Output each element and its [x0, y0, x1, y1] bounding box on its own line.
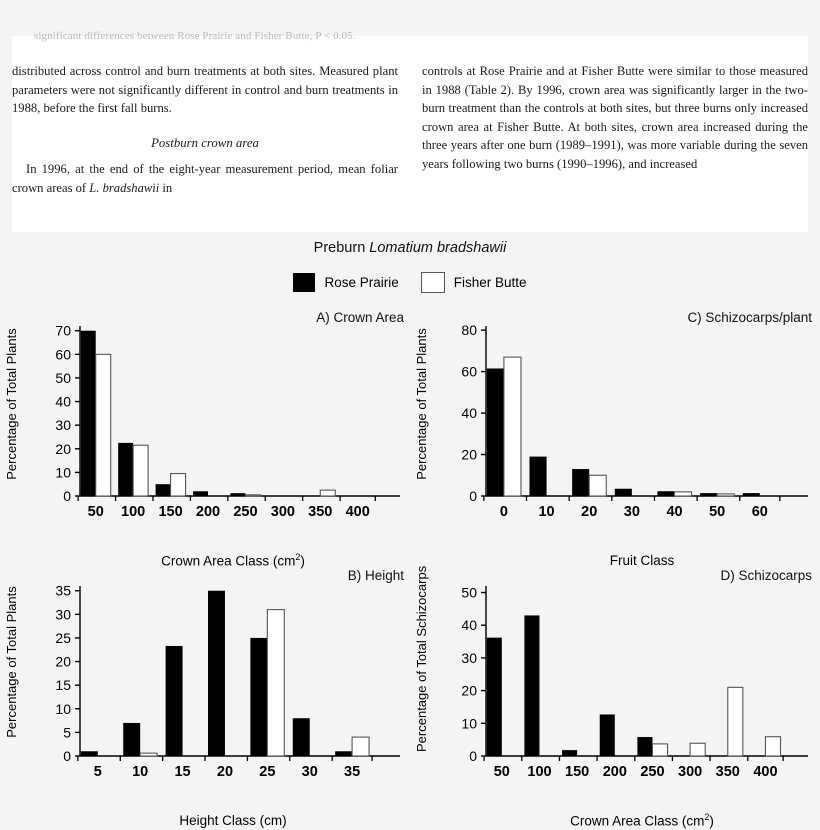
svg-text:350: 350 — [715, 764, 740, 780]
svg-text:50: 50 — [461, 584, 477, 601]
figure-title-plain: Preburn — [313, 240, 370, 256]
panel-c-ylabel: Percentage of Total Plants — [414, 328, 429, 480]
clipped-text-line: significant differences between Rose Prairie and Fisher Butte, P < 0.05. — [34, 30, 356, 42]
panel-d-schizocarps — [412, 566, 818, 828]
panel-a-plot — [2, 308, 410, 538]
svg-text:10: 10 — [55, 700, 71, 717]
svg-text:0: 0 — [469, 748, 477, 764]
svg-text:0: 0 — [499, 504, 508, 520]
legend-item-fisher-butte — [421, 272, 527, 293]
svg-text:80: 80 — [461, 322, 477, 339]
svg-text:60: 60 — [751, 504, 768, 520]
svg-text:40: 40 — [55, 393, 71, 410]
svg-text:0: 0 — [469, 488, 477, 504]
svg-text:25: 25 — [259, 764, 276, 780]
svg-text:100: 100 — [121, 504, 146, 520]
panel-c-plot — [412, 308, 818, 538]
svg-text:5: 5 — [63, 724, 71, 741]
svg-text:400: 400 — [753, 764, 778, 780]
svg-text:70: 70 — [55, 322, 71, 339]
svg-text:30: 30 — [461, 649, 477, 666]
svg-text:30: 30 — [301, 764, 318, 780]
svg-text:20: 20 — [216, 764, 234, 780]
svg-text:0: 0 — [63, 748, 71, 764]
svg-text:35: 35 — [55, 582, 71, 599]
svg-text:100: 100 — [527, 764, 552, 780]
svg-text:60: 60 — [461, 363, 477, 380]
legend-label-fisher-butte: Fisher Butte — [453, 275, 527, 290]
figure-panels — [0, 308, 820, 828]
svg-text:10: 10 — [55, 464, 71, 481]
svg-text:30: 30 — [55, 606, 71, 623]
svg-text:250: 250 — [233, 504, 258, 520]
svg-text:40: 40 — [461, 617, 477, 634]
svg-text:60: 60 — [55, 346, 71, 363]
svg-text:150: 150 — [565, 764, 590, 780]
panel-d-xlabel: Crown Area Class $(cm^2)$ — [570, 811, 714, 828]
panel-b-height — [2, 566, 410, 828]
legend-swatch-open-icon — [421, 272, 445, 293]
panel-b-xlabel: Height Class (cm) — [179, 813, 287, 828]
panel-d-ylabel: Percentage of Total Schizocarps — [414, 565, 429, 752]
panel-a-crown-area — [2, 308, 410, 568]
figure-title — [0, 240, 820, 256]
svg-text:10: 10 — [132, 764, 149, 780]
svg-text:400: 400 — [345, 504, 370, 520]
svg-text:50: 50 — [709, 504, 726, 520]
left-paragraph-2-text-b: in — [159, 180, 173, 195]
article-body — [12, 62, 808, 198]
panel-c-xlabel: Fruit Class — [609, 553, 675, 568]
svg-text:50: 50 — [493, 764, 510, 780]
svg-text:15: 15 — [55, 677, 71, 694]
figure-legend — [0, 272, 820, 293]
panel-b-label: B) Height — [347, 568, 404, 583]
svg-text:50: 50 — [55, 369, 71, 386]
legend-item-rose-prairie — [293, 273, 398, 292]
svg-text:0: 0 — [63, 488, 71, 504]
left-paragraph-2 — [12, 160, 398, 197]
right-paragraph-1: controls at Rose Prairie and at Fisher Butte were similar to those measured in 1988 (Table 2). By 1996, crown area was significantly larger in the two-burn treatment than the controls at both sites, but three burns only increased crown area at Fisher Butte. At both sites, crown area increased during the three years after one burn (1989–1991), was more variable during the seven years following two burns (1990–1996), and increased — [422, 64, 808, 171]
svg-text:10: 10 — [538, 504, 555, 520]
svg-text:20: 20 — [461, 446, 477, 463]
svg-text:50: 50 — [87, 504, 104, 520]
svg-text:300: 300 — [678, 764, 703, 780]
panel-c-schizocarps-per-plant — [412, 308, 818, 568]
svg-text:20: 20 — [581, 504, 598, 520]
svg-text:30: 30 — [55, 417, 71, 434]
svg-text:350: 350 — [308, 504, 333, 520]
article-right-column — [422, 62, 808, 198]
svg-text:20: 20 — [55, 440, 71, 457]
svg-text:20: 20 — [461, 682, 477, 699]
section-heading-postburn-crown-area: Postburn crown area — [151, 135, 259, 150]
species-name-italic: L. bradshawii — [89, 180, 160, 195]
left-paragraph-1: distributed across control and burn treatments at both sites. Measured plant parameters were not significantly different in control and burn treatments in 1988, before the first fall burns. — [12, 64, 398, 116]
left-paragraph-2-text-a: In 1996, at the end of the eight-year measurement period, mean foliar crown areas of — [12, 162, 398, 195]
svg-text:5: 5 — [93, 764, 102, 780]
svg-text:40: 40 — [666, 504, 683, 520]
panel-d-label: D) Schizocarps — [720, 568, 812, 583]
svg-text:150: 150 — [158, 504, 183, 520]
figure-title-italic: Lomatium bradshawii — [369, 240, 507, 256]
legend-swatch-filled-icon — [293, 273, 315, 292]
panel-d-plot — [412, 566, 818, 798]
svg-text:15: 15 — [174, 764, 191, 780]
panel-a-xlabel: Crown Area Class $(cm^2)$ — [161, 551, 305, 568]
svg-text:30: 30 — [623, 504, 640, 520]
panel-b-plot — [2, 566, 410, 798]
svg-text:250: 250 — [640, 764, 665, 780]
svg-text:200: 200 — [602, 764, 627, 780]
svg-text:25: 25 — [55, 629, 71, 646]
panel-a-ylabel: Percentage of Total Plants — [4, 328, 19, 480]
panel-a-label: A) Crown Area — [316, 310, 404, 325]
svg-text:10: 10 — [461, 715, 477, 732]
svg-text:20: 20 — [55, 653, 71, 670]
legend-label-rose-prairie: Rose Prairie — [324, 275, 399, 290]
article-left-column — [12, 62, 398, 198]
panel-b-ylabel: Percentage of Total Plants — [4, 586, 19, 738]
svg-text:35: 35 — [344, 764, 361, 780]
svg-text:200: 200 — [195, 504, 221, 520]
panel-c-label: C) Schizocarps/plant — [687, 310, 812, 325]
svg-text:40: 40 — [461, 405, 477, 422]
svg-text:300: 300 — [270, 504, 295, 520]
figure-preburn-lomatium — [0, 236, 820, 830]
